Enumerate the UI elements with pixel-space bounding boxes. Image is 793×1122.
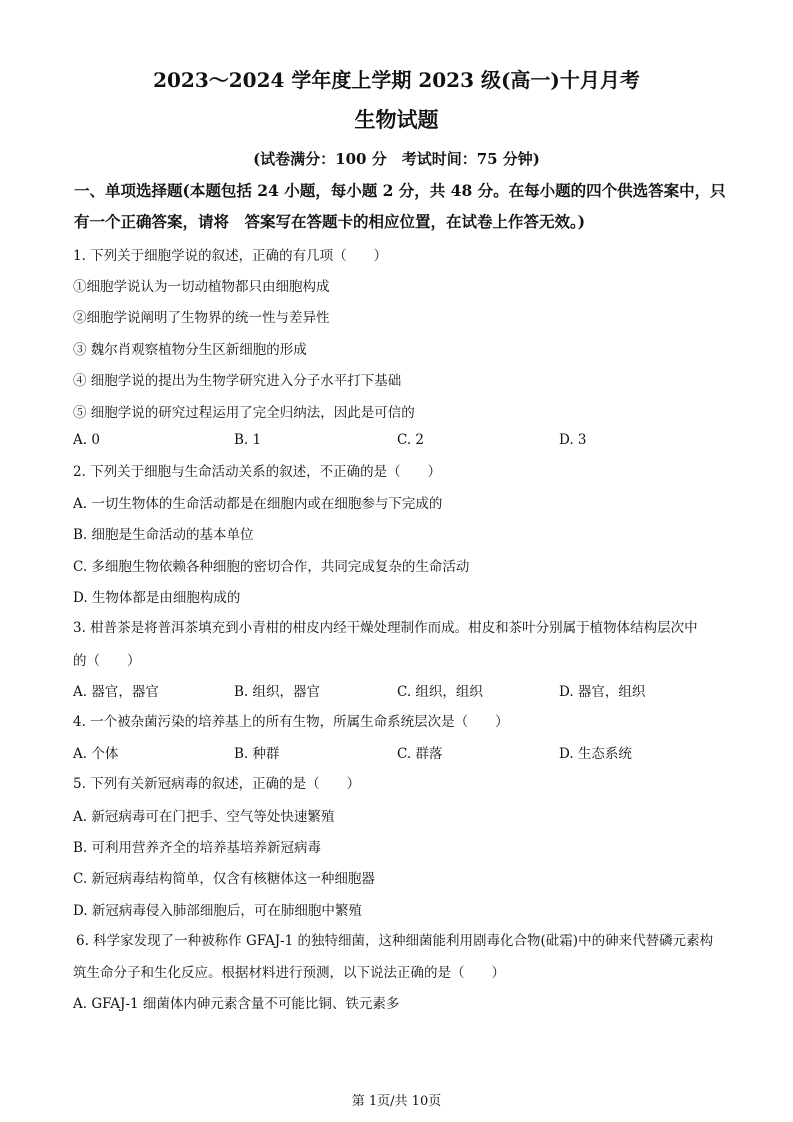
q1-option-b: B. 1 — [234, 432, 262, 448]
q1-option-d: D. 3 — [559, 432, 587, 448]
q6-stem-line2: 筑生命分子和生化反应。根据材料进行预测，以下说法正确的是（ ） — [73, 965, 505, 981]
exam-info: (试卷满分：100 分 考试时间：75 分钟) — [253, 150, 540, 168]
q1-option-c: C. 2 — [397, 432, 425, 448]
q4-stem: 4. 一个被杂菌污染的培养基上的所有生物，所属生命系统层次是（ ） — [73, 714, 509, 730]
q3-option-d: D. 器官，组织 — [559, 684, 646, 700]
q3-option-a: A. 器官，器官 — [73, 684, 159, 700]
q5-option-b: B. 可利用营养齐全的培养基培养新冠病毒 — [73, 840, 322, 856]
page-number: 第 1页/共 10页 — [351, 1094, 442, 1109]
q1-statement-2: ②细胞学说阐明了生物界的统一性与差异性 — [73, 310, 330, 326]
q4-option-c: C. 群落 — [397, 746, 443, 762]
q6-stem-line1: 6. 科学家发现了一种被称作 GFAJ-1 的独特细菌，这种细菌能利用剧毒化合物(砒霜)中的砷来代替磷元素构 — [76, 933, 714, 949]
q1-statement-4: ④ 细胞学说的提出为生物学研究进入分子水平打下基础 — [73, 373, 402, 389]
q5-option-c: C. 新冠病毒结构简单，仅含有核糖体这一种细胞器 — [73, 871, 375, 887]
q2-option-c: C. 多细胞生物依赖各种细胞的密切合作，共同完成复杂的生命活动 — [73, 559, 470, 575]
q5-option-a: A. 新冠病毒可在门把手、空气等处快速繁殖 — [73, 809, 335, 825]
q4-option-b: B. 种群 — [234, 746, 280, 762]
q3-option-c: C. 组织，组织 — [397, 684, 483, 700]
q1-statement-5: ⑤ 细胞学说的研究过程运用了完全归纳法，因此是可信的 — [73, 405, 415, 421]
q2-stem: 2. 下列关于细胞与生命活动关系的叙述，不正确的是（ ） — [73, 464, 442, 480]
q4-option-d: D. 生态系统 — [559, 746, 632, 762]
subject-title: 生物试题 — [354, 107, 439, 132]
section-heading: 一、单项选择题(本题包括 24 小题，每小题 2 分，共 48 分。在每小题的四个供选答案中，只有一个正确答案，请将 答案写在答题卡的相应位置，在试卷上作答无效。) — [74, 181, 726, 231]
q1-stem: 1. 下列关于细胞学说的叙述，正确的有几项（ ） — [73, 248, 388, 264]
q3-option-b: B. 组织，器官 — [234, 684, 321, 700]
q6-option-a: A. GFAJ-1 细菌体内砷元素含量不可能比铜、铁元素多 — [73, 996, 400, 1012]
q3-stem-line2: 的（ ） — [73, 653, 141, 669]
q5-option-d: D. 新冠病毒侵入肺部细胞后，可在肺细胞中繁殖 — [73, 903, 362, 919]
q1-statement-1: ①细胞学说认为一切动植物都只由细胞构成 — [73, 279, 330, 295]
q2-option-a: A. 一切生物体的生命活动都是在细胞内或在细胞参与下完成的 — [73, 496, 443, 512]
q3-stem-line1: 3. 柑普茶是将普洱茶填充到小青柑的柑皮内经干燥处理制作而成。柑皮和茶叶分别属于植物体结构层次中 — [73, 620, 698, 636]
q4-option-a: A. 个体 — [73, 746, 119, 762]
exam-title: 2023～2024 学年度上学期 2023 级(高一)十月月考 — [153, 68, 640, 92]
q1-statement-3: ③ 魏尔肖观察植物分生区新细胞的形成 — [73, 342, 307, 358]
q2-option-b: B. 细胞是生命活动的基本单位 — [73, 527, 254, 543]
q5-stem: 5. 下列有关新冠病毒的叙述，正确的是（ ） — [73, 776, 361, 792]
q2-option-d: D. 生物体都是由细胞构成的 — [73, 590, 241, 606]
q1-option-a: A. 0 — [73, 432, 100, 448]
